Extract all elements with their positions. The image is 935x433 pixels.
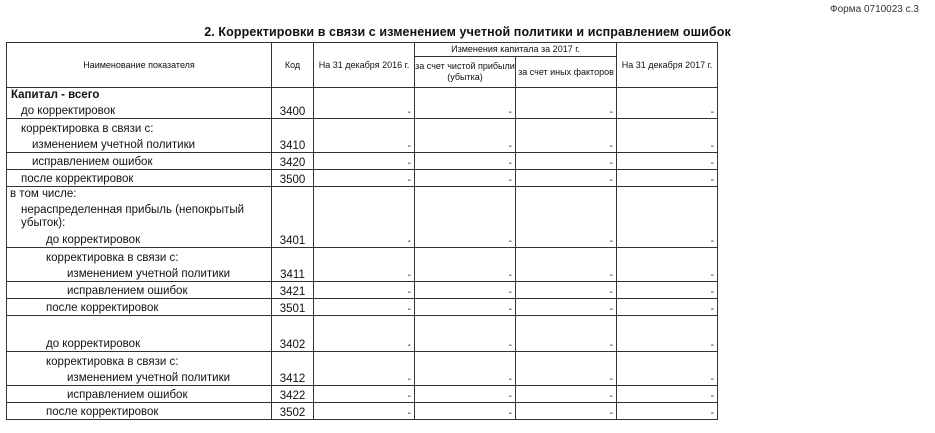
cell-other: - [516,170,617,187]
cell-other: - [516,231,617,248]
cell-start [314,352,415,369]
cell-other [516,352,617,369]
row-label: до корректировок [7,231,272,248]
cell-end: - [617,334,718,352]
cell-profit: - [415,299,516,316]
row-code: 3500 [272,170,314,187]
cell-other [516,316,617,334]
cell-start: - [314,136,415,153]
cell-other: - [516,265,617,282]
table-row [7,403,718,420]
cell-other [516,119,617,136]
cell-profit [415,187,516,201]
table-row [7,102,718,119]
table-row [7,352,718,369]
row-code [272,248,314,265]
cell-start: - [314,265,415,282]
cell-end [617,316,718,334]
row-code [272,316,314,334]
row-code [272,187,314,201]
cell-end: - [617,102,718,119]
table-row [7,248,718,265]
form-reference: Форма 0710023 с.3 [830,4,919,15]
row-code: 3410 [272,136,314,153]
cell-end: - [617,282,718,299]
adjustments-table [6,42,718,420]
table-row [7,282,718,299]
cell-start [314,119,415,136]
row-label: изменением учетной политики [7,136,272,153]
cell-end [617,119,718,136]
cell-start: - [314,102,415,119]
row-code: 3501 [272,299,314,316]
header-end-2017: На 31 декабря 2017 г. [617,43,718,88]
cell-start: - [314,153,415,170]
table-row [7,136,718,153]
cell-start: - [314,403,415,420]
row-code: 3411 [272,265,314,282]
row-code: 3402 [272,334,314,352]
row-code [272,201,314,231]
cell-end: - [617,153,718,170]
row-label: после корректировок [7,170,272,187]
cell-end: - [617,170,718,187]
cell-end [617,248,718,265]
cell-profit: - [415,102,516,119]
row-label: корректировка в связи с: [7,119,272,136]
cell-profit: - [415,403,516,420]
row-code: 3400 [272,102,314,119]
cell-start [314,316,415,334]
cell-other: - [516,282,617,299]
cell-end [617,88,718,102]
row-code [272,88,314,102]
cell-start [314,88,415,102]
cell-other [516,248,617,265]
row-label: до корректировок [7,334,272,352]
table-row [7,299,718,316]
cell-end: - [617,231,718,248]
row-label: после корректировок [7,299,272,316]
table-row [7,153,718,170]
cell-start: - [314,299,415,316]
cell-profit: - [415,282,516,299]
cell-start [314,201,415,231]
cell-other: - [516,403,617,420]
table-row [7,170,718,187]
header-other-factors: за счет иных факторов [516,57,617,88]
cell-start: - [314,386,415,403]
table-row [7,316,718,334]
row-code [272,119,314,136]
cell-start: - [314,170,415,187]
cell-other: - [516,102,617,119]
table-row [7,386,718,403]
cell-profit: - [415,265,516,282]
row-label: нераспределенная прибыль (непокрытый убыток): [7,201,272,231]
cell-end: - [617,369,718,386]
cell-other [516,187,617,201]
cell-other: - [516,369,617,386]
table-row [7,231,718,248]
header-changes-group: Изменения капитала за 2017 г. [415,43,617,57]
cell-profit: - [415,231,516,248]
cell-profit: - [415,369,516,386]
cell-start: - [314,334,415,352]
cell-end: - [617,265,718,282]
cell-other: - [516,153,617,170]
table-row [7,88,718,102]
cell-profit [415,119,516,136]
row-label: после корректировок [7,403,272,420]
cell-end [617,352,718,369]
cell-profit: - [415,153,516,170]
row-label: исправлением ошибок [7,386,272,403]
cell-other [516,201,617,231]
cell-profit: - [415,386,516,403]
cell-profit [415,316,516,334]
table-row [7,334,718,352]
cell-profit: - [415,170,516,187]
row-label: исправлением ошибок [7,282,272,299]
cell-profit [415,248,516,265]
row-code: 3421 [272,282,314,299]
row-label: исправлением ошибок [7,153,272,170]
cell-profit [415,88,516,102]
cell-other: - [516,386,617,403]
table-row [7,201,718,231]
header-start-2016: На 31 декабря 2016 г. [314,43,415,88]
row-code: 3422 [272,386,314,403]
row-code: 3502 [272,403,314,420]
row-code: 3401 [272,231,314,248]
row-label: корректировка в связи с: [7,248,272,265]
cell-other: - [516,334,617,352]
cell-profit [415,352,516,369]
row-code: 3412 [272,369,314,386]
header-name: Наименование показателя [7,43,272,88]
cell-other [516,88,617,102]
cell-start [314,248,415,265]
cell-end [617,201,718,231]
row-label: изменением учетной политики [7,369,272,386]
row-label: корректировка в связи с: [7,352,272,369]
header-net-profit: за счет чистой прибыли (убытка) [415,57,516,88]
cell-start: - [314,231,415,248]
cell-end: - [617,403,718,420]
cell-start [314,187,415,201]
table-row [7,119,718,136]
cell-end: - [617,136,718,153]
row-label [7,316,272,334]
row-label: Капитал - всего [7,88,272,102]
cell-profit [415,201,516,231]
row-code: 3420 [272,153,314,170]
cell-profit: - [415,334,516,352]
cell-end: - [617,386,718,403]
row-label: изменением учетной политики [7,265,272,282]
cell-other: - [516,136,617,153]
row-label: до корректировок [7,102,272,119]
table-row [7,187,718,201]
table-row [7,369,718,386]
row-code [272,352,314,369]
table-row [7,265,718,282]
cell-start: - [314,369,415,386]
cell-profit: - [415,136,516,153]
cell-end [617,187,718,201]
header-code: Код [272,43,314,88]
cell-end: - [617,299,718,316]
cell-other: - [516,299,617,316]
row-label: в том числе: [7,187,272,201]
section-title: 2. Корректировки в связи с изменением учетной политики и исправлением ошибок [204,25,731,39]
cell-start: - [314,282,415,299]
